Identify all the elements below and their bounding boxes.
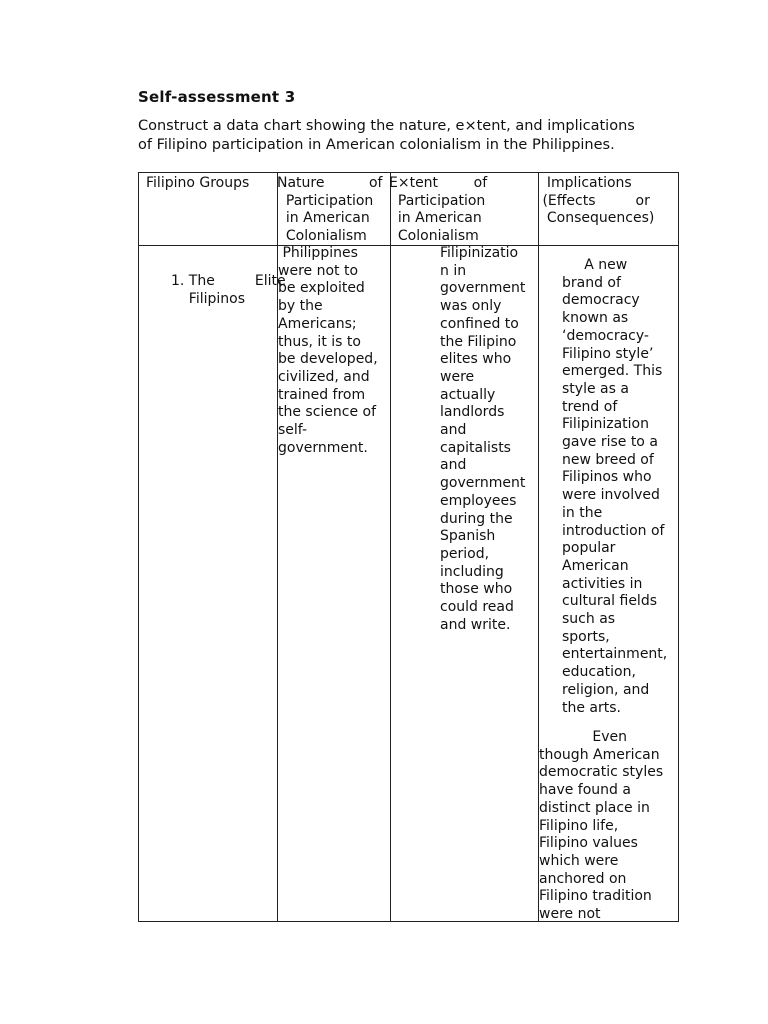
header-implications: Implications (Effects or Consequences): [542, 175, 655, 227]
cell-nature: Philippines were not to be exploited by the Americans; thus, it is to be developed, civilized, and trained from the science of self- government.: [278, 245, 378, 456]
data-chart-table: [138, 172, 679, 922]
cell-implications-paragraph-1: A new brand of democracy known as ‘democracy- Filipino style’ emerged. This style as a trend of Filipinization gave rise to a new breed of Filipinos who were involved in the introduction of popular American activities in cultural fields such as sports, entertainment, education, religion, and the arts.: [562, 257, 668, 716]
header-extent: E×tent of Participation in American Colonialism: [389, 175, 488, 245]
cell-extent: Filipinizatio n in government was only confined to the Filipino elites who were actually landlords and capitalists and government employees during the Spanish period, including those who could read and write.: [440, 245, 526, 633]
page-title: Self-assessment 3: [138, 88, 296, 106]
cell-implications-paragraph-2: Even though American democratic styles have found a distinct place in Filipino life, Filipino values which were anchored on Filipino tradition were not: [539, 729, 664, 923]
cell-group-elite-filipinos: 1. The Elite Filipinos: [171, 273, 286, 307]
header-nature: Nature of Participation in American Colonialism: [277, 175, 383, 245]
column-divider: [390, 173, 391, 921]
instruction-line-1: Construct a data chart showing the nature, e×tent, and implications: [138, 118, 635, 134]
header-filipino-groups: Filipino Groups: [146, 175, 250, 191]
instruction-line-2: of Filipino participation in American colonialism in the Philippines.: [138, 137, 615, 153]
instruction-text: [138, 117, 698, 155]
